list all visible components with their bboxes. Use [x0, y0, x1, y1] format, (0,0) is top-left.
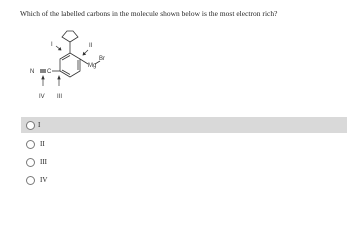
carbon-magnesium-bond	[80, 59, 88, 64]
label-nitrile-c: C	[47, 69, 52, 75]
benzene-ring	[60, 53, 80, 77]
option-2-label: II	[40, 140, 45, 148]
option-1-label: I	[38, 121, 41, 129]
option-1-row[interactable]	[21, 117, 347, 133]
label-br: Br	[99, 56, 105, 62]
option-4-row[interactable]	[0, 172, 80, 188]
option-2-radio[interactable]	[26, 140, 35, 149]
option-3-row[interactable]	[0, 154, 80, 170]
label-nitrile-n: N	[30, 69, 35, 75]
option-4-label: IV	[40, 176, 48, 184]
option-4-radio[interactable]	[26, 176, 35, 185]
option-3-radio[interactable]	[26, 158, 35, 167]
dioxolane-ring	[62, 31, 78, 42]
option-2-row[interactable]	[0, 136, 80, 152]
option-3-label: III	[40, 158, 47, 166]
label-c1: I	[51, 42, 53, 48]
label-c2: II	[89, 43, 93, 49]
label-c4: IV	[39, 94, 45, 100]
label-mg: Mg	[88, 63, 97, 69]
option-1-radio[interactable]	[26, 121, 35, 130]
label-c3: III	[57, 94, 63, 100]
question-text: Which of the labelled carbons in the molecule shown below is the most electron rich?	[20, 9, 278, 18]
